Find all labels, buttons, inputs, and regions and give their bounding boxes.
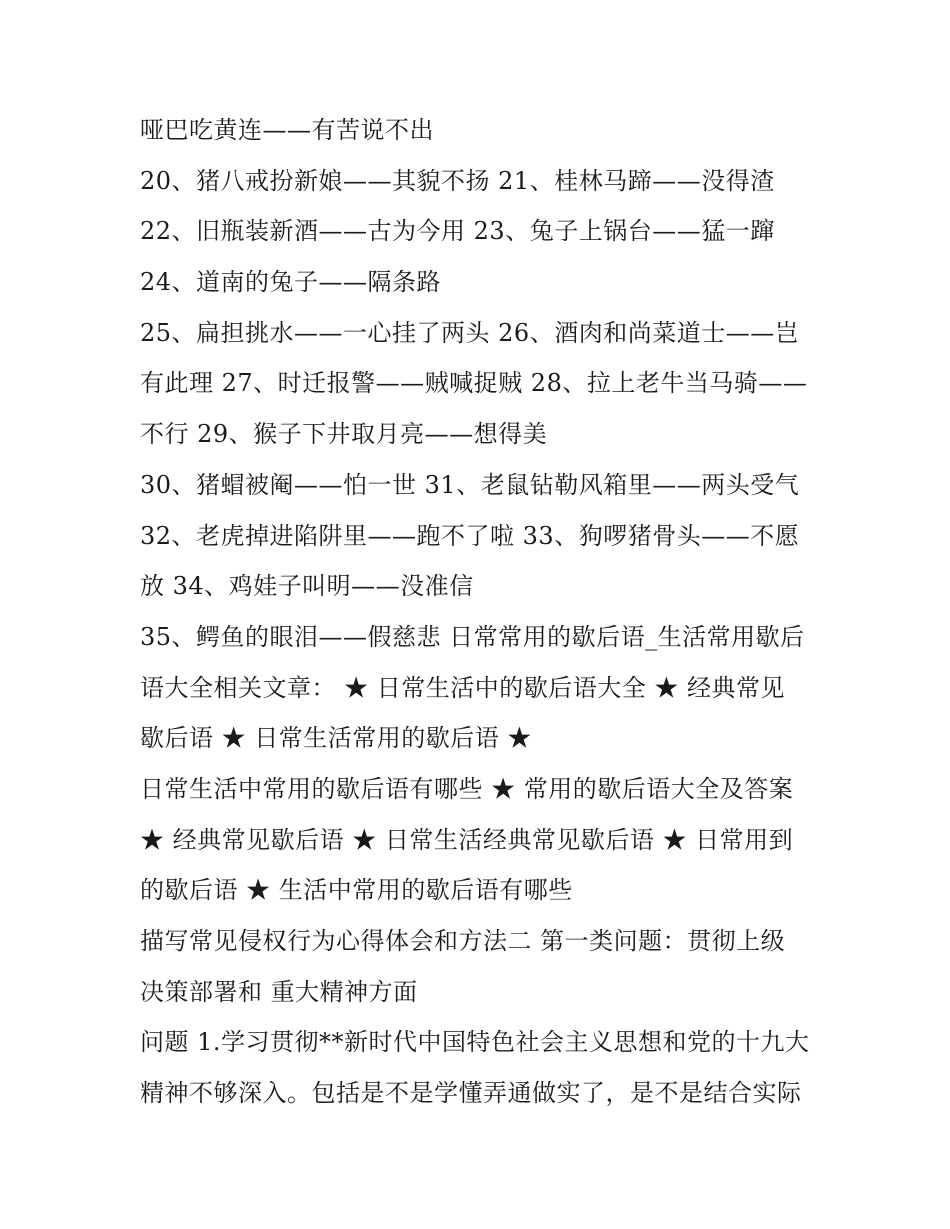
text-line: 有此理 27、时迁报警——贼喊捉贼 28、拉上老牛当马骑—— bbox=[140, 369, 808, 398]
text-line: 歇后语 ★ 日常生活常用的歇后语 ★ bbox=[140, 724, 532, 753]
text-line: 的歇后语 ★ 生活中常用的歇后语有哪些 bbox=[140, 876, 573, 905]
text-line: 24、道南的兔子——隔条路 bbox=[140, 268, 442, 297]
text-line: 25、扁担挑水——一心挂了两头 26、酒肉和尚菜道士——岂 bbox=[140, 318, 800, 347]
text-line: 35、鳄鱼的眼泪——假慈悲 日常常用的歇后语_生活常用歇后 bbox=[140, 622, 805, 651]
text-line: 22、旧瓶装新酒——古为今用 23、兔子上锅台——猛一蹿 bbox=[140, 217, 775, 246]
text-line: 日常生活中常用的歇后语有哪些 ★ 常用的歇后语大全及答案 bbox=[140, 774, 794, 803]
text-line: 20、猪八戒扮新娘——其貌不扬 21、桂林马蹄——没得渣 bbox=[140, 166, 775, 195]
text-line: 30、猪蝐被阉——怕一世 31、老鼠钻勒风箱里——两头受气 bbox=[140, 470, 800, 499]
document-body bbox=[140, 105, 820, 1119]
text-line: 描写常见侵权行为心得体会和方法二 第一类问题：贯彻上级 bbox=[140, 927, 786, 955]
text-line: 问题 1.学习贯彻**新时代中国特色社会主义思想和党的十九大 bbox=[140, 1028, 810, 1057]
text-line: 语大全相关文章： ★ 日常生活中的歇后语大全 ★ 经典常见 bbox=[140, 673, 786, 702]
text-line: ★ 经典常见歇后语 ★ 日常生活经典常见歇后语 ★ 日常用到 bbox=[140, 825, 794, 854]
text-line: 精神不够深入。包括是不是学懂弄通做实了，是不是结合实际 bbox=[140, 1079, 802, 1108]
text-line: 决策部署和 重大精神方面 bbox=[140, 977, 418, 1006]
text-line: 不行 29、猴子下井取月亮——想得美 bbox=[140, 420, 548, 449]
text-line: 哑巴吃黄连——有苦说不出 bbox=[140, 116, 434, 144]
text-line: 32、老虎掉进陷阱里——跑不了啦 33、狗啰猪骨头——不愿 bbox=[140, 521, 800, 550]
text-line: 放 34、鸡娃子叫明——没准信 bbox=[140, 572, 474, 601]
